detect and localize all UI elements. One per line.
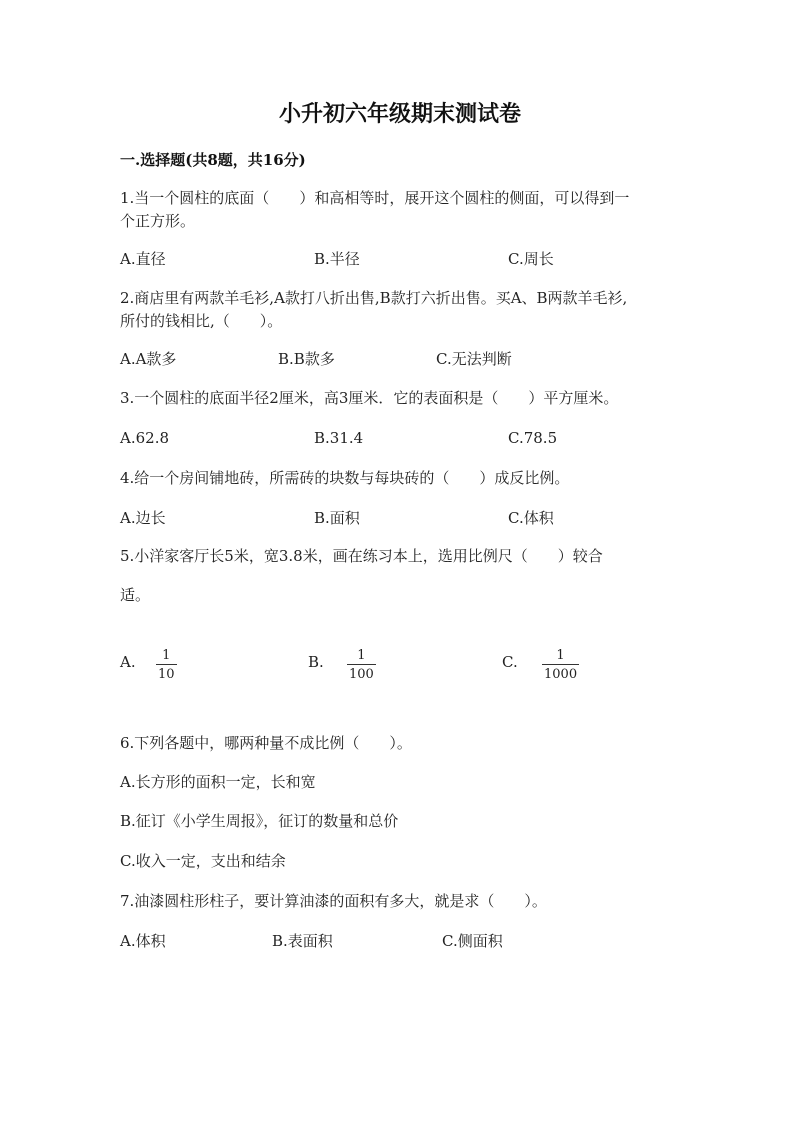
question-7-text-line1: 7.油漆圆柱形柱子，要计算油漆的面积有多大，就是求（ ）。 [120,892,547,910]
question-7-option-a: A.体积 [120,932,166,950]
question-5-option-c-fraction [542,648,579,682]
question-3-option-c: C.78.5 [508,429,558,447]
question-5-option-b-label: B. [308,653,324,671]
question-4-option-a: A.边长 [120,509,166,527]
section-heading: 一.选择题(共8题，共16分) [120,151,306,169]
question-2-text-line2: 所付的钱相比,（ ）。 [120,312,283,330]
fraction-denominator: 100 [349,667,374,682]
question-2-option-a: A.A款多 [120,350,177,368]
question-1-text-line1: 1.当一个圆柱的底面（ ）和高相等时，展开这个圆柱的侧面，可以得到一 [120,189,630,207]
fraction-denominator: 1000 [544,667,578,682]
question-1-text-line2: 个正方形。 [120,212,196,230]
question-5-option-a-fraction [156,648,177,682]
question-6-option-b: B.征订《小学生周报》，征订的数量和总价 [120,812,399,830]
question-1-option-a: A.直径 [120,250,166,268]
fraction-numerator: 1 [357,648,366,663]
question-6-text-line1: 6.下列各题中，哪两种量不成比例（ ）。 [120,734,412,752]
fraction-denominator: 10 [158,667,175,682]
question-3-text-line1: 3.一个圆柱的底面半径2厘米，高3厘米．它的表面积是（ ）平方厘米。 [120,389,619,407]
question-1-option-c: C.周长 [508,250,554,268]
question-4-option-c: C.体积 [508,509,554,527]
question-4-text-line1: 4.给一个房间铺地砖，所需砖的块数与每块砖的（ ）成反比例。 [120,469,570,487]
question-2-option-b: B.B款多 [278,350,335,368]
fraction-bar [347,664,376,665]
question-3-option-a: A.62.8 [120,429,169,447]
question-1-option-b: B.半径 [314,250,360,268]
question-5-option-c-label: C. [502,653,518,671]
fraction-bar [542,664,579,665]
fraction-numerator: 1 [162,648,171,663]
question-7-option-c: C.侧面积 [442,932,503,950]
question-5-text-line1: 5.小洋家客厅长5米，宽3.8米，画在练习本上，选用比例尺（ ）较合 [120,547,603,565]
question-5-option-a-label: A. [120,653,136,671]
question-5-option-b-fraction [347,648,376,682]
question-4-option-b: B.面积 [314,509,360,527]
fraction-numerator: 1 [556,648,565,663]
question-2-option-c: C.无法判断 [436,350,512,368]
question-7-option-b: B.表面积 [272,932,333,950]
question-2-text-line1: 2.商店里有两款羊毛衫,A款打八折出售,B款打六折出售。买A、B两款羊毛衫, [120,289,628,307]
question-3-option-b: B.31.4 [314,429,364,447]
question-5-text-line2: 适。 [120,586,151,604]
question-6-option-c: C.收入一定，支出和结余 [120,852,286,870]
page-title: 小升初六年级期末测试卷 [278,101,521,127]
fraction-bar [156,664,177,665]
question-6-option-a: A.长方形的面积一定，长和宽 [120,773,316,791]
